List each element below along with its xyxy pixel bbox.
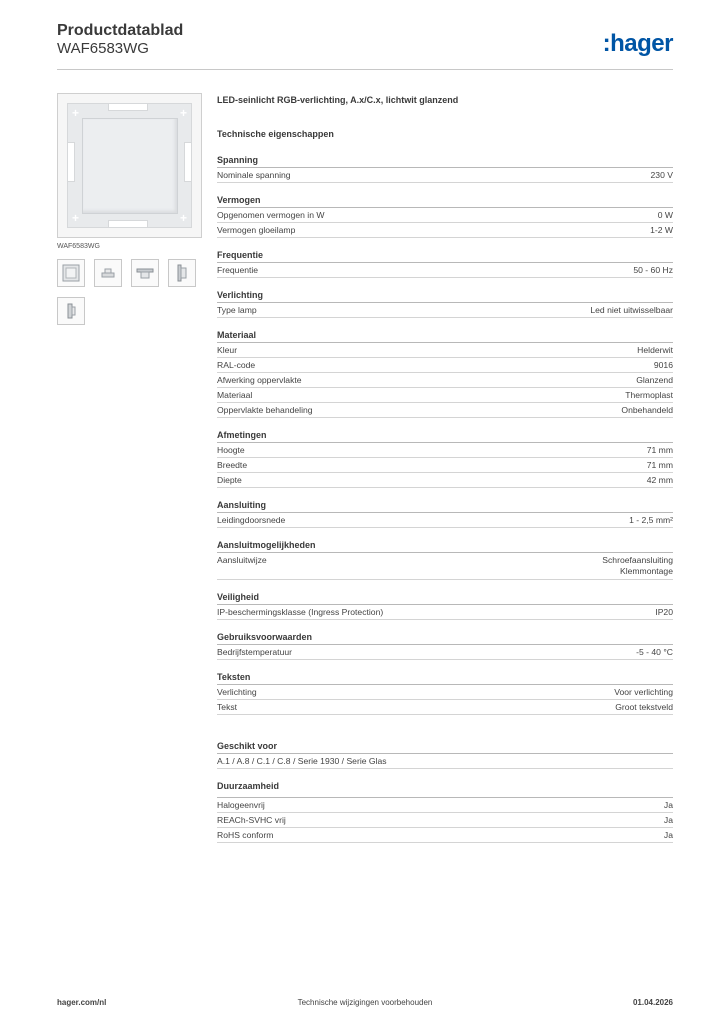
disclaimer: Technische wijzigingen voorbehouden — [297, 998, 433, 1007]
frame-slot — [108, 220, 148, 228]
corner-mark-icon: + — [72, 106, 80, 120]
spec-row: Kleur Helderwit — [217, 343, 673, 358]
front-view-icon[interactable] — [57, 259, 85, 287]
spec-row: A.1 / A.8 / C.1 / C.8 / Serie 1930 / Serie Glas — [217, 754, 673, 769]
corner-mark-icon: + — [179, 106, 187, 120]
section-title: Aansluitmogelijkheden — [217, 540, 673, 553]
section-duurzaamheid — [217, 781, 673, 843]
spec-row: Vermogen gloeilamp 1-2 W — [217, 223, 673, 238]
section-title: Verlichting — [217, 290, 673, 303]
spec-row: Aansluitwijze Schroefaansluiting Klemmontage — [217, 553, 673, 580]
section-title: Frequentie — [217, 250, 673, 263]
frame-slot — [67, 142, 75, 182]
section-title: Afmetingen — [217, 430, 673, 443]
section-aansluiting — [217, 500, 673, 528]
corner-mark-icon: + — [72, 211, 80, 225]
page-header — [57, 22, 673, 70]
spec-row: Frequentie 50 - 60 Hz — [217, 263, 673, 278]
section-geschikt-voor — [217, 741, 673, 769]
section-title: Teksten — [217, 672, 673, 685]
spec-row: Diepte 42 mm — [217, 473, 673, 488]
spec-row: Oppervlakte behandeling Onbehandeld — [217, 403, 673, 418]
section-teksten — [217, 672, 673, 715]
section-title: Materiaal — [217, 330, 673, 343]
section-title: Aansluiting — [217, 500, 673, 513]
top-view-icon[interactable] — [131, 259, 159, 287]
spec-row: RoHS conform Ja — [217, 828, 673, 843]
side-mount-icon[interactable] — [94, 259, 122, 287]
corner-mark-icon: + — [179, 211, 187, 225]
product-code: WAF6583WG — [57, 40, 149, 57]
section-gebruiksvoorwaarden — [217, 632, 673, 660]
specification-column — [217, 95, 673, 843]
spec-row: Tekst Groot tekstveld — [217, 700, 673, 715]
section-title: Geschikt voor — [217, 741, 673, 754]
profile-view-icon[interactable] — [168, 259, 196, 287]
spec-row: Bedrijfstemperatuur -5 - 40 °C — [217, 645, 673, 660]
section-title: Spanning — [217, 155, 673, 168]
product-images — [57, 93, 202, 325]
section-title: Duurzaamheid — [217, 781, 673, 798]
section-title: Veiligheid — [217, 592, 673, 605]
frame-slot — [184, 142, 192, 182]
edge-view-icon[interactable] — [57, 297, 85, 325]
spec-row: Afwerking oppervlakte Glanzend — [217, 373, 673, 388]
website-link[interactable]: hager.com/nl — [57, 998, 107, 1007]
spec-row: Materiaal Thermoplast — [217, 388, 673, 403]
section-title: Vermogen — [217, 195, 673, 208]
section-title: Gebruiksvoorwaarden — [217, 632, 673, 645]
section-frequentie — [217, 250, 673, 278]
section-afmetingen — [217, 430, 673, 488]
spec-row: Breedte 71 mm — [217, 458, 673, 473]
spec-row: RAL-code 9016 — [217, 358, 673, 373]
spec-row: Leidingdoorsnede 1 - 2,5 mm² — [217, 513, 673, 528]
spec-row: Hoogte 71 mm — [217, 443, 673, 458]
section-aansluitmogelijkheden — [217, 540, 673, 580]
tech-properties-heading: Technische eigenschappen — [217, 129, 334, 139]
image-caption: WAF6583WG — [57, 243, 100, 250]
section-vermogen — [217, 195, 673, 238]
led-lens — [82, 118, 178, 214]
section-verlichting — [217, 290, 673, 318]
frame-slot — [108, 103, 148, 111]
product-image[interactable] — [57, 93, 202, 238]
document-title: Productdatablad — [57, 22, 184, 39]
spec-row: Verlichting Voor verlichting — [217, 685, 673, 700]
section-veiligheid — [217, 592, 673, 620]
thumbnail-strip — [57, 259, 202, 325]
hager-logo[interactable]: :hager — [602, 30, 673, 57]
spec-row: IP-beschermingsklasse (Ingress Protection) IP20 — [217, 605, 673, 620]
cover-frame — [67, 103, 192, 228]
document-date: 01.04.2026 — [632, 998, 673, 1007]
spec-row: Opgenomen vermogen in W 0 W — [217, 208, 673, 223]
section-materiaal — [217, 330, 673, 418]
spec-row: Nominale spanning 230 V — [217, 168, 673, 183]
spec-row: REACh-SVHC vrij Ja — [217, 813, 673, 828]
spec-row: Type lamp Led niet uitwisselbaar — [217, 303, 673, 318]
section-spanning — [217, 155, 673, 183]
product-description: LED-seinlicht RGB-verlichting, A.x/C.x, lichtwit glanzend — [217, 95, 459, 105]
spec-row: Halogeenvrij Ja — [217, 798, 673, 813]
